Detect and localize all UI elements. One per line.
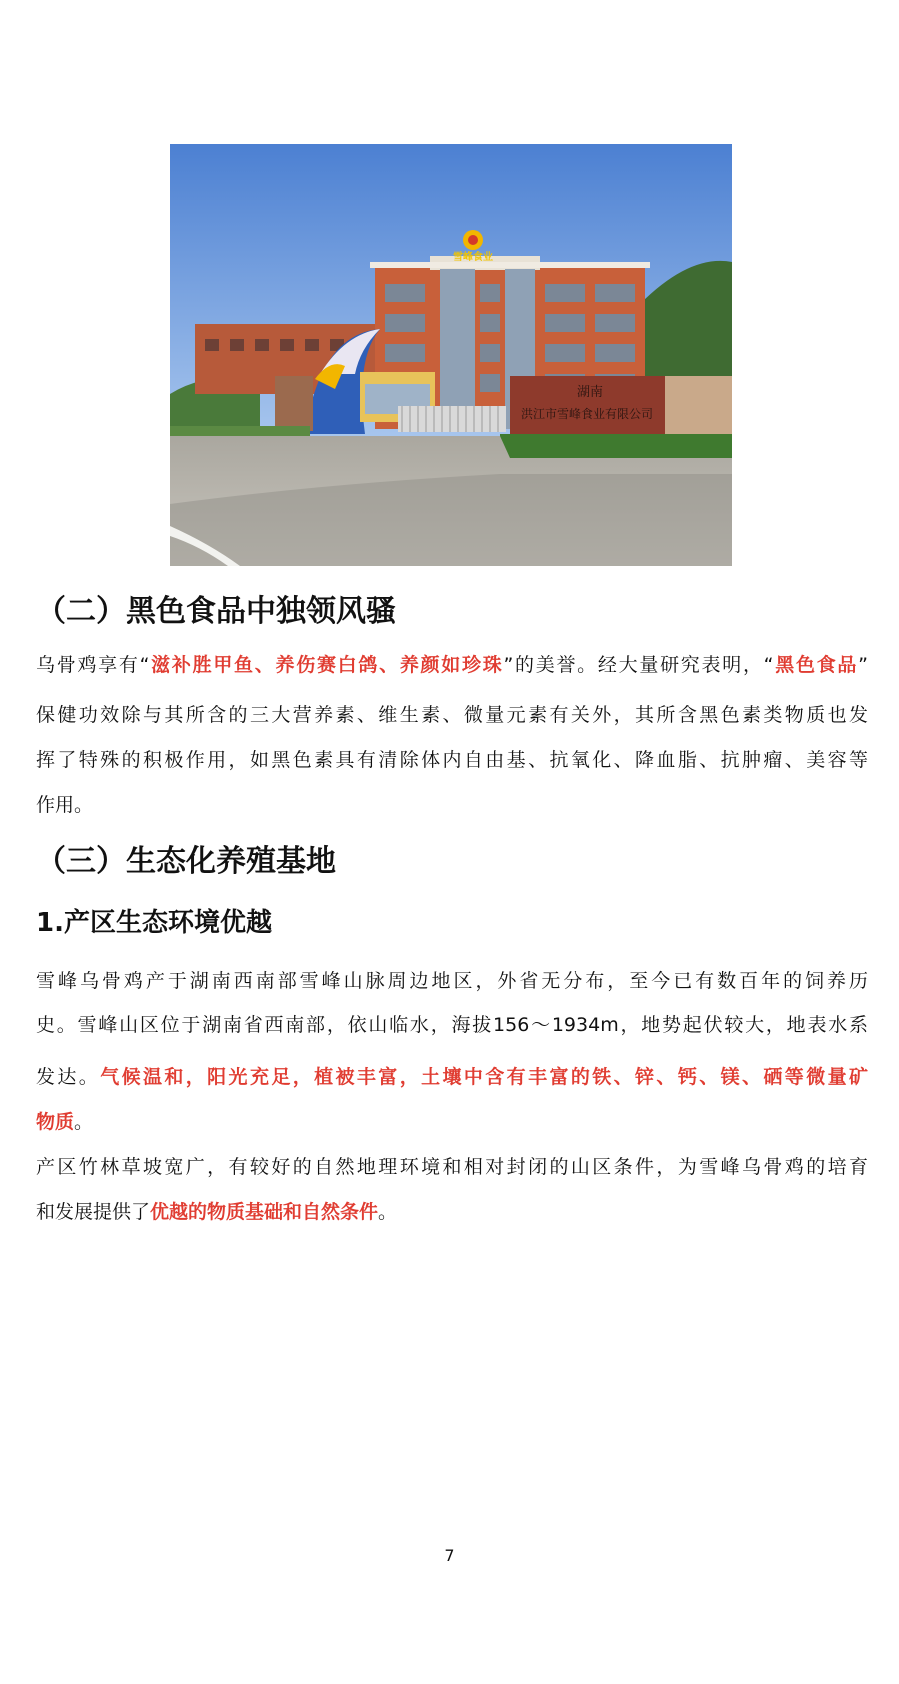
page-number: 7	[444, 1546, 455, 1565]
paragraph-black-food-line-2: 保健功效除与其所含的三大营养素、维生素、微量元素有关外，其所含黑色素类物质也发	[36, 704, 868, 726]
gate-pillar	[275, 376, 313, 431]
paragraph-environment-line-4	[36, 1107, 868, 1137]
paragraph-black-food-line-4: 作用。	[36, 794, 94, 816]
text-span: ”的美誉。经大量研究表明，“	[503, 654, 774, 676]
paragraph-environment-line-3	[36, 1062, 868, 1092]
paragraph-black-food-line-3: 挥了特殊的积极作用，如黑色素具有清除体内自由基、抗氧化、降血脂、抗肿瘤、美容等	[36, 749, 868, 771]
paragraph-region-line-1: 产区竹林草坡宽广，有较好的自然地理环境和相对封闭的山区条件，为雪峰乌骨鸡的培育	[36, 1156, 868, 1178]
text-span: 和发展提供了	[36, 1201, 151, 1223]
text-span: 发达。	[36, 1066, 101, 1088]
emphasis-conditions: 优越的物质基础和自然条件	[150, 1201, 379, 1223]
wall-sign-line1: 湖南	[576, 385, 604, 400]
hedge	[500, 434, 732, 458]
emphasis-praise: 滋补胜甲鱼、养伤赛白鸽、养颜如珍珠	[149, 654, 504, 676]
text-span: 乌骨鸡享有“	[36, 654, 150, 676]
emphasis-minerals: 物质	[36, 1111, 75, 1133]
rooftop-sign: 雪峰食业	[453, 252, 493, 263]
paragraph-black-food-line-1	[36, 650, 868, 680]
glass-column	[440, 269, 475, 429]
section-heading-black-food: （二）黑色食品中独领风骚	[36, 594, 396, 629]
paragraph-environment-line-2: 史。雪峰山区位于湖南省西南部，依山临水，海拔156～1934m，地势起伏较大，地表水系	[36, 1014, 868, 1036]
emphasis-climate: 气候温和，阳光充足，植被丰富，土壤中含有丰富的铁、锌、钙、镁、硒等微量矿	[100, 1066, 868, 1088]
subheading-eco-environment: 1.产区生态环境优越	[36, 908, 272, 938]
factory-photo-drawing	[170, 144, 732, 566]
emphasis-black-food: 黑色食品	[773, 654, 859, 676]
text-span: 。	[378, 1201, 398, 1223]
text-span: ”	[858, 654, 868, 676]
paragraph-environment-line-1: 雪峰乌骨鸡产于湖南西南部雪峰山脉周边地区，外省无分布，至今已有数百年的饲养历	[36, 970, 868, 992]
factory-photo	[170, 144, 732, 566]
text-span: 。	[74, 1111, 94, 1133]
section-heading-eco-farming: （三）生态化养殖基地	[36, 844, 336, 879]
paragraph-region-line-2	[36, 1197, 868, 1227]
wall-sign-line2: 洪江市雪峰食业有限公司	[520, 407, 654, 421]
